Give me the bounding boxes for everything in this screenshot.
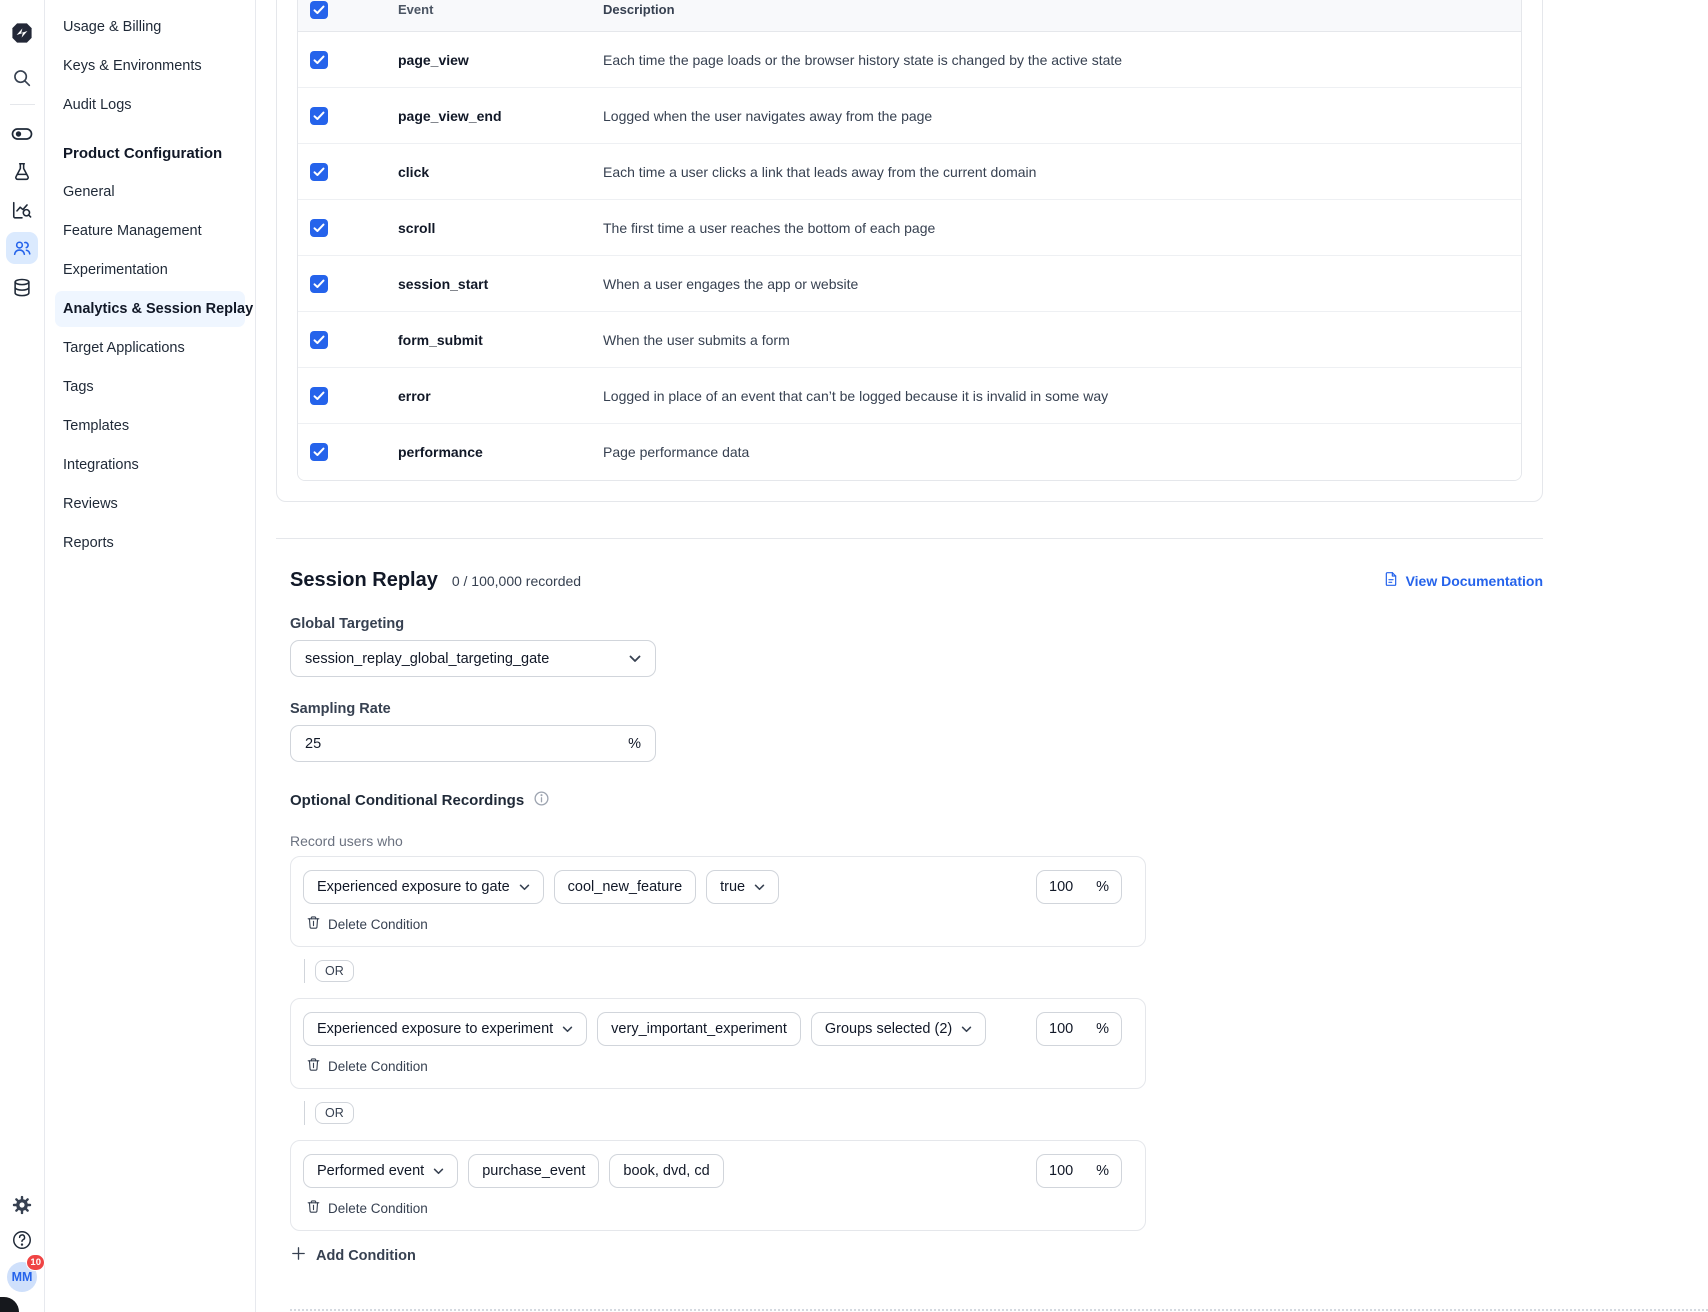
view-documentation-label: View Documentation bbox=[1405, 572, 1543, 589]
sampling-rate-field bbox=[290, 725, 656, 762]
event-description: Each time a user clicks a link that leads away from the current domain bbox=[603, 163, 1037, 180]
condition-type-dropdown[interactable] bbox=[303, 1154, 458, 1188]
event-name: click bbox=[398, 163, 430, 180]
events-table bbox=[297, 0, 1522, 481]
chevron-down-icon bbox=[961, 1021, 972, 1037]
condition-percent-field bbox=[1036, 1154, 1122, 1188]
condition-card bbox=[290, 856, 1146, 947]
table-row bbox=[298, 32, 1521, 88]
document-icon bbox=[1383, 571, 1399, 590]
condition-type-dropdown[interactable] bbox=[303, 870, 544, 904]
or-connector bbox=[304, 959, 1708, 983]
delete-condition-label: Delete Condition bbox=[328, 1058, 428, 1074]
chevron-down-icon bbox=[433, 1163, 444, 1179]
column-header-description: Description bbox=[603, 2, 675, 17]
condition-operand-field[interactable] bbox=[609, 1154, 723, 1188]
condition-card bbox=[290, 1140, 1146, 1231]
trash-icon bbox=[306, 915, 321, 933]
conditional-recordings-title: Optional Conditional Recordings bbox=[290, 792, 525, 809]
event-description: Logged when the user navigates away from the page bbox=[603, 107, 933, 124]
help-icon[interactable] bbox=[11, 1229, 33, 1251]
statsig-logo-icon[interactable] bbox=[9, 20, 35, 46]
record-users-label: Record users who bbox=[290, 833, 403, 849]
settings-gear-icon[interactable] bbox=[11, 1194, 33, 1216]
condition-percent-field bbox=[1036, 870, 1122, 904]
condition-percent-field bbox=[1036, 1012, 1122, 1046]
or-badge: OR bbox=[315, 1102, 354, 1124]
condition-target-field[interactable] bbox=[597, 1012, 801, 1046]
global-targeting-label: Global Targeting bbox=[290, 616, 405, 632]
sidebar-item-integrations[interactable]: Integrations bbox=[63, 457, 139, 473]
condition-percent-input[interactable] bbox=[1049, 1163, 1085, 1179]
sidebar-item-target-applications[interactable]: Target Applications bbox=[63, 340, 185, 356]
delete-condition-label: Delete Condition bbox=[328, 916, 428, 932]
percent-suffix: % bbox=[1096, 1021, 1109, 1037]
add-condition-button[interactable] bbox=[290, 1245, 416, 1266]
insights-chart-icon[interactable] bbox=[11, 199, 33, 221]
event-name: scroll bbox=[398, 219, 436, 236]
database-icon[interactable] bbox=[11, 277, 33, 299]
condition-operand-dropdown[interactable] bbox=[811, 1012, 986, 1046]
or-connector bbox=[304, 1101, 1708, 1125]
trash-icon bbox=[306, 1199, 321, 1217]
delete-condition-button[interactable] bbox=[303, 1199, 428, 1217]
or-connector-line bbox=[304, 959, 305, 983]
event-description: When the user submits a form bbox=[603, 331, 790, 348]
recorded-count: 0 / 100,000 recorded bbox=[451, 573, 582, 589]
rail-divider bbox=[10, 104, 35, 105]
column-header-event: Event bbox=[398, 2, 434, 17]
condition-target-field[interactable] bbox=[468, 1154, 599, 1188]
sidebar-item-audit-logs[interactable]: Audit Logs bbox=[63, 97, 132, 113]
event-name: page_view bbox=[398, 51, 469, 68]
table-row bbox=[298, 424, 1521, 480]
delete-condition-label: Delete Condition bbox=[328, 1200, 428, 1216]
sidebar-item-reviews[interactable]: Reviews bbox=[63, 496, 118, 512]
event-checkbox[interactable] bbox=[310, 163, 328, 181]
event-description: The first time a user reaches the bottom of each page bbox=[603, 219, 936, 236]
condition-operand-value: Groups selected (2) bbox=[824, 1021, 953, 1037]
global-targeting-value: session_replay_global_targeting_gate bbox=[305, 650, 550, 667]
avatar[interactable] bbox=[7, 1257, 41, 1292]
bottom-dashed-divider bbox=[290, 1309, 1708, 1311]
sidebar-item-keys-environments[interactable]: Keys & Environments bbox=[63, 58, 202, 74]
section-divider bbox=[276, 538, 1543, 539]
condition-type-value: Performed event bbox=[317, 1163, 425, 1179]
event-checkbox[interactable] bbox=[310, 387, 328, 405]
sidebar-item-analytics-session-replay[interactable]: Analytics & Session Replay bbox=[55, 291, 245, 327]
delete-condition-button[interactable] bbox=[303, 1057, 428, 1075]
condition-type-value: Experienced exposure to gate bbox=[317, 879, 510, 895]
sidebar-item-experimentation[interactable]: Experimentation bbox=[63, 262, 168, 278]
condition-percent-input[interactable] bbox=[1049, 879, 1085, 895]
sidebar-item-general[interactable]: General bbox=[63, 184, 115, 200]
event-checkbox[interactable] bbox=[310, 275, 328, 293]
avatar-initials: MM bbox=[11, 1270, 33, 1284]
autocapture-events-card bbox=[276, 0, 1543, 502]
sidebar-item-tags[interactable]: Tags bbox=[63, 379, 94, 395]
view-documentation-link[interactable] bbox=[1383, 571, 1543, 590]
condition-target-field[interactable] bbox=[554, 870, 696, 904]
event-checkbox[interactable] bbox=[310, 51, 328, 69]
events-table-header bbox=[298, 0, 1521, 32]
percent-suffix: % bbox=[1096, 1163, 1109, 1179]
event-checkbox[interactable] bbox=[310, 219, 328, 237]
search-icon[interactable] bbox=[11, 67, 33, 89]
condition-target-value: purchase_event bbox=[482, 1163, 586, 1179]
event-name: session_start bbox=[398, 275, 489, 292]
or-badge: OR bbox=[315, 960, 354, 982]
plus-icon bbox=[290, 1245, 307, 1266]
trash-icon bbox=[306, 1057, 321, 1075]
chevron-down-icon bbox=[629, 651, 641, 667]
event-checkbox[interactable] bbox=[310, 107, 328, 125]
page-title: Session Replay bbox=[290, 569, 438, 591]
table-row bbox=[298, 200, 1521, 256]
condition-operand-value: book, dvd, cd bbox=[623, 1163, 710, 1179]
select-all-checkbox[interactable] bbox=[310, 1, 328, 19]
main-content bbox=[256, 0, 1708, 1312]
table-row bbox=[298, 256, 1521, 312]
condition-percent-input[interactable] bbox=[1049, 1021, 1085, 1037]
sidebar-item-feature-management[interactable]: Feature Management bbox=[63, 223, 202, 239]
feature-gates-toggle-icon[interactable] bbox=[10, 122, 34, 146]
users-icon-selected[interactable] bbox=[6, 232, 38, 264]
icon-rail bbox=[0, 0, 45, 1312]
or-connector-line bbox=[304, 1101, 305, 1125]
delete-condition-button[interactable] bbox=[303, 915, 428, 933]
event-description: Page performance data bbox=[603, 444, 750, 460]
sidebar-item-templates[interactable]: Templates bbox=[63, 418, 130, 434]
sampling-rate-input[interactable] bbox=[305, 736, 628, 752]
condition-operand-value: true bbox=[720, 879, 746, 895]
add-condition-label: Add Condition bbox=[316, 1247, 416, 1264]
percent-suffix: % bbox=[628, 735, 641, 752]
table-row bbox=[298, 88, 1521, 144]
experiments-flask-icon[interactable] bbox=[11, 161, 33, 183]
event-name: performance bbox=[398, 444, 483, 460]
event-name: page_view_end bbox=[398, 107, 502, 124]
sidebar-item-reports[interactable]: Reports bbox=[63, 535, 114, 551]
corner-wedge bbox=[0, 1297, 19, 1312]
sidebar-item-usage-billing[interactable]: Usage & Billing bbox=[63, 19, 162, 35]
chevron-down-icon bbox=[754, 879, 765, 895]
event-description: Logged in place of an event that can’t be logged because it is invalid in some way bbox=[603, 387, 1109, 404]
condition-target-value: very_important_experiment bbox=[611, 1021, 787, 1037]
percent-suffix: % bbox=[1096, 879, 1109, 895]
event-checkbox[interactable] bbox=[310, 331, 328, 349]
settings-sidebar bbox=[45, 0, 256, 1312]
chevron-down-icon bbox=[562, 1021, 573, 1037]
condition-target-value: cool_new_feature bbox=[567, 879, 683, 895]
condition-type-value: Experienced exposure to experiment bbox=[317, 1021, 554, 1037]
sampling-rate-label: Sampling Rate bbox=[290, 701, 391, 717]
table-row bbox=[298, 368, 1521, 424]
event-description: When a user engages the app or website bbox=[603, 275, 859, 292]
info-icon[interactable] bbox=[533, 790, 550, 811]
event-description: Each time the page loads or the browser history state is changed by the active state bbox=[603, 51, 1123, 68]
condition-type-dropdown[interactable] bbox=[303, 1012, 587, 1046]
event-name: error bbox=[398, 387, 431, 404]
table-row bbox=[298, 312, 1521, 368]
global-targeting-select[interactable] bbox=[290, 640, 656, 677]
condition-card bbox=[290, 998, 1146, 1089]
event-name: form_submit bbox=[398, 331, 483, 348]
event-checkbox[interactable] bbox=[310, 443, 328, 461]
table-row bbox=[298, 144, 1521, 200]
condition-operand-dropdown[interactable] bbox=[706, 870, 779, 904]
sidebar-section-product-configuration: Product Configuration bbox=[63, 144, 223, 162]
chevron-down-icon bbox=[519, 879, 530, 895]
notification-badge: 10 bbox=[26, 1254, 45, 1271]
